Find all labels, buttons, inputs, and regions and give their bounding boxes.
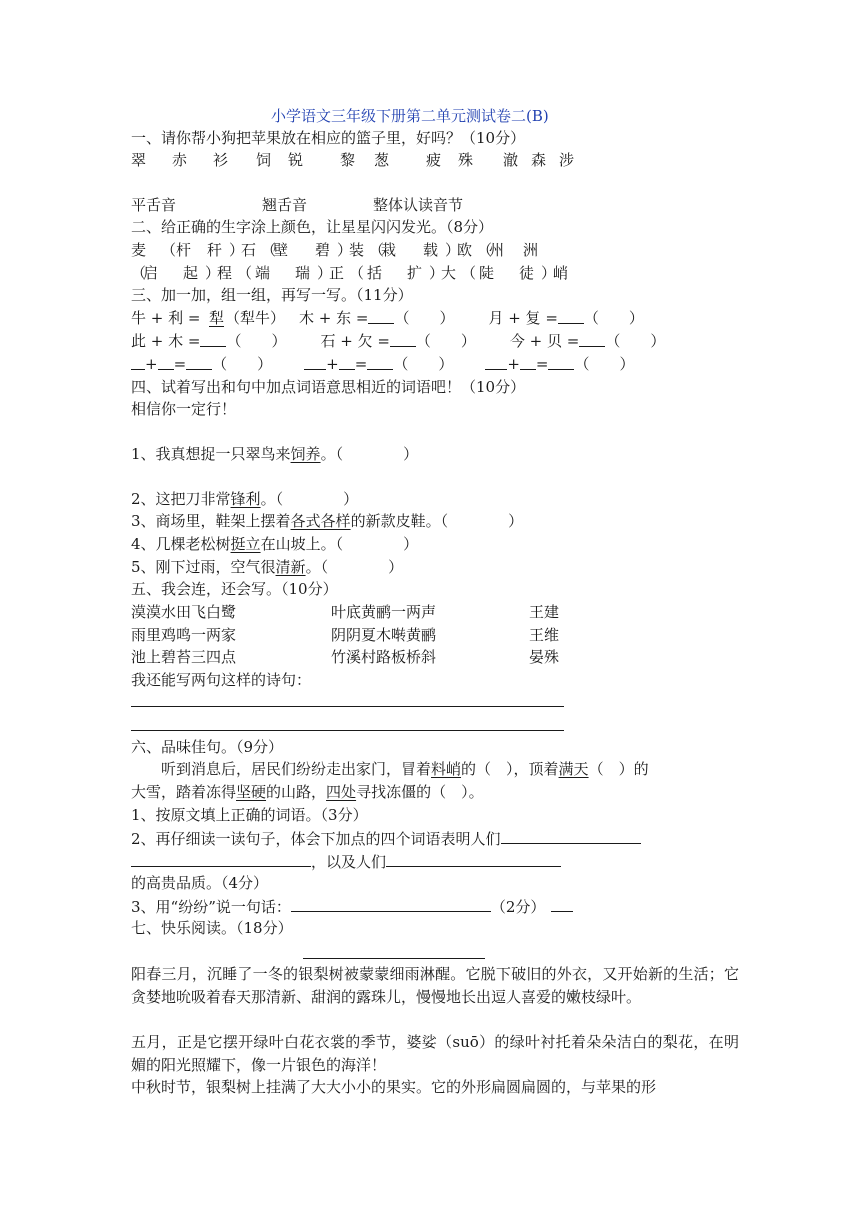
q6-passage: 听到消息后，居民们纷纷走出家门，冒着料峭的（ ），顶着满天（ ）的 大雪，踏着冻得坚硬的山路，四处寻找冻僵的（ ）。 (131, 760, 649, 801)
answer-blank[interactable] (485, 354, 507, 370)
dotted-word: 锋利 (230, 490, 261, 508)
q2-prefix: 欧 (457, 241, 473, 259)
q2-suffix: 程 (217, 264, 233, 282)
q6-sub-1: 1、按原文填上正确的词语。（3分） (131, 806, 368, 824)
char-item: 殊 (458, 151, 474, 169)
q2-prefix: 装 (349, 241, 365, 259)
q4-item: 1、我真想捉一只翠鸟来饲养。（ ） (131, 445, 419, 463)
answer-blank[interactable] (386, 851, 561, 867)
char-item: 衫 (213, 151, 229, 169)
char-item: 森 (531, 151, 547, 169)
answer-blank[interactable] (390, 331, 416, 347)
char-item: 疲 (426, 151, 442, 169)
q6-heading: 六、品味佳句。（9分） (131, 738, 284, 756)
answer-blank[interactable] (579, 331, 605, 347)
q2-option[interactable]: 栽 (381, 241, 397, 259)
answer-blank[interactable] (520, 354, 536, 370)
poet-name[interactable]: 王建 (529, 603, 560, 621)
q2-option[interactable]: 徒 (519, 264, 535, 282)
poem-line[interactable]: 漠漠水田飞白鹭 (131, 603, 237, 621)
answer-blank[interactable] (367, 354, 393, 370)
char-item: 赤 (172, 151, 188, 169)
answer-blank[interactable] (551, 896, 573, 912)
dotted-word: 清新 (275, 558, 306, 576)
q3-row-2: 此 + 木 = （ ） 石 + 欠 = （ ） 今 + 贝 = （ ） (131, 331, 665, 353)
dotted-word: 饲养 (290, 445, 321, 463)
q3-expr: 石 + 欠 = (320, 332, 390, 350)
q3-example-expr: 牛 + 利 = (131, 309, 201, 327)
q2-option[interactable]: （杆 (161, 241, 192, 259)
q5-prompt: 我还能写两句这样的诗句： (131, 671, 312, 689)
q2-option[interactable]: 启 (143, 264, 159, 282)
writing-line[interactable] (131, 706, 564, 707)
poem-line[interactable]: 叶底黄鹂一两声 (331, 603, 437, 621)
q5-row (131, 602, 559, 624)
poem-line[interactable]: 阴阴夏木啭黄鹂 (331, 626, 437, 644)
basket-label: 整体认读音节 (373, 196, 464, 214)
q2-row-1: 麦 （杆 秆 ） 石 （ 壁 碧 ） 装 （ 栽 载 ） 欧 （ 州 洲 (131, 240, 543, 262)
q2-option[interactable]: 州 (489, 241, 505, 259)
answer-blank[interactable] (186, 354, 212, 370)
q6-sub-2-end: 的高贵品质。（4分） (131, 874, 269, 892)
char-item: 澈 (503, 151, 519, 169)
dotted-word: 料峭 (431, 760, 462, 778)
q3-expr: 月 + 复 = (488, 309, 558, 327)
q7-paragraph: 中秋时节，银梨树上挂满了大大小小的果实。它的外形扁圆扁圆的，与苹果的形 (131, 1078, 657, 1096)
q2-prefix: 石 (241, 241, 257, 259)
q3-expr: 此 + 木 = (131, 332, 201, 350)
answer-blank[interactable] (200, 331, 226, 347)
q4-item: 3、商场里，鞋架上摆着各式各样的新款皮鞋。（ ） (131, 512, 524, 530)
char-item: 饲 (256, 151, 272, 169)
q2-option[interactable]: 括 (367, 264, 383, 282)
q7-paragraph: 阳春三月，沉睡了一冬的银梨树被蒙蒙细雨淋醒。它脱下破旧的外衣，又开始新的生活；它贪婪地吮吸着春天那清新、甜润的露珠儿，慢慢地长出逗人喜爱的嫩枝绿叶。 (131, 965, 739, 1006)
q1-heading: 一、请你帮小狗把苹果放在相应的篮子里，好吗？（10分） (131, 129, 526, 147)
q2-option[interactable]: 壁 (273, 241, 289, 259)
q2-option[interactable]: 秆 (207, 241, 223, 259)
answer-blank[interactable] (548, 354, 574, 370)
poet-name[interactable]: 王维 (529, 626, 560, 644)
q3-row-1: 牛 + 利 = 犁 （犁牛） 木 + 东 = （ ） 月 + 复 = （ ） (131, 308, 644, 330)
title-blank[interactable] (303, 958, 485, 959)
answer-blank[interactable] (131, 354, 145, 370)
q4-item: 4、几棵老松树挺立在山坡上。（ ） (131, 535, 419, 553)
q4-encourage: 相信你一定行！ (131, 400, 237, 418)
q4-heading: 四、试着写出和句中加点词语意思相近的词语吧！（10分） (131, 378, 526, 396)
dotted-word: 各式各样 (290, 512, 351, 530)
answer-blank[interactable] (304, 354, 326, 370)
dotted-word: 坚硬 (236, 782, 267, 801)
q3-row-3: + = （ ） + = （ ） + = （ ） (131, 354, 634, 376)
dotted-word: 挺立 (230, 535, 261, 553)
q3-heading: 三、加一加，组一组，再写一写。（11分） (131, 286, 413, 304)
q1-char-list (131, 150, 587, 172)
dotted-word: 满天 (558, 760, 589, 778)
q3-expr: 今 + 贝 = (509, 332, 580, 350)
q2-suffix: 峭 (553, 264, 569, 282)
poet-name[interactable]: 晏殊 (529, 648, 560, 666)
answer-blank[interactable] (558, 308, 584, 324)
answer-blank[interactable] (501, 828, 641, 844)
answer-blank[interactable] (158, 354, 174, 370)
q2-option[interactable]: 载 (423, 241, 439, 259)
char-item: 葱 (374, 151, 390, 169)
q5-row (131, 647, 559, 669)
char-item: 黎 (340, 151, 356, 169)
q2-prefix: 麦 (131, 241, 147, 259)
q2-suffix: 大 (441, 264, 457, 282)
q3-example-answer: 犁 (209, 309, 225, 327)
q2-option[interactable]: 起 (183, 264, 199, 282)
q2-option[interactable]: 瑞 (295, 264, 311, 282)
q7-heading: 七、快乐阅读。（18分） (131, 919, 293, 937)
q2-option[interactable]: 陡 (479, 264, 495, 282)
char-item: 涉 (559, 151, 575, 169)
q5-heading: 五、我会连，还会写。（10分） (131, 580, 338, 598)
q6-sub-3: 3、用“纷纷”说一句话： （2分） (131, 896, 573, 918)
char-item: 翠 (131, 151, 147, 169)
poem-line[interactable]: 池上碧苔三四点 (131, 648, 237, 666)
q6-sub-2-cont: ，以及人们 (131, 851, 561, 873)
q1-baskets (131, 195, 463, 217)
q2-option[interactable]: 扩 (407, 264, 423, 282)
q6-sub-2: 2、再仔细读一读句子，体会下加点的四个词语表明人们 (131, 828, 641, 850)
q2-heading: 二、给正确的生字涂上颜色，让星星闪闪发光。（8分） (131, 218, 494, 236)
q2-row-2: （ 启 起 ） 程 （ 端 瑞 ） 正 （ 括 扩 ） 大 （ 陡 徒 ） 峭 (131, 263, 568, 285)
q4-item: 2、这把刀非常锋利。（ ） (131, 490, 359, 508)
q5-row (131, 625, 559, 647)
char-item: 锐 (288, 151, 304, 169)
basket-label: 翘舌音 (262, 196, 308, 214)
basket-label: 平舌音 (131, 196, 177, 214)
q2-option[interactable]: 碧 (315, 241, 331, 259)
q4-item: 5、刚下过雨，空气很清新。（ ） (131, 558, 404, 576)
poem-line[interactable]: 竹溪村路板桥斜 (331, 648, 437, 666)
q7-paragraph: 五月，正是它摆开绿叶白花衣裳的季节，婆娑（suō）的绿叶衬托着朵朵洁白的梨花，在明媚的阳光照耀下，像一片银色的海洋！ (131, 1033, 739, 1074)
q3-example-word: （犁牛） (225, 309, 286, 327)
dotted-word: 四处 (326, 782, 357, 801)
q2-option[interactable]: 端 (255, 264, 271, 282)
poem-line[interactable]: 雨里鸡鸣一两家 (131, 626, 237, 644)
q2-suffix: 正 (329, 264, 345, 282)
writing-line[interactable] (131, 730, 564, 731)
page-title: 小学语文三年级下册第二单元测试卷二(B) (271, 107, 549, 125)
answer-blank[interactable] (368, 308, 394, 324)
answer-blank[interactable] (131, 851, 311, 867)
answer-blank[interactable] (291, 896, 491, 912)
q3-expr: 木 + 东 = (299, 309, 369, 327)
q2-option[interactable]: 洲 (523, 241, 539, 259)
answer-blank[interactable] (339, 354, 355, 370)
